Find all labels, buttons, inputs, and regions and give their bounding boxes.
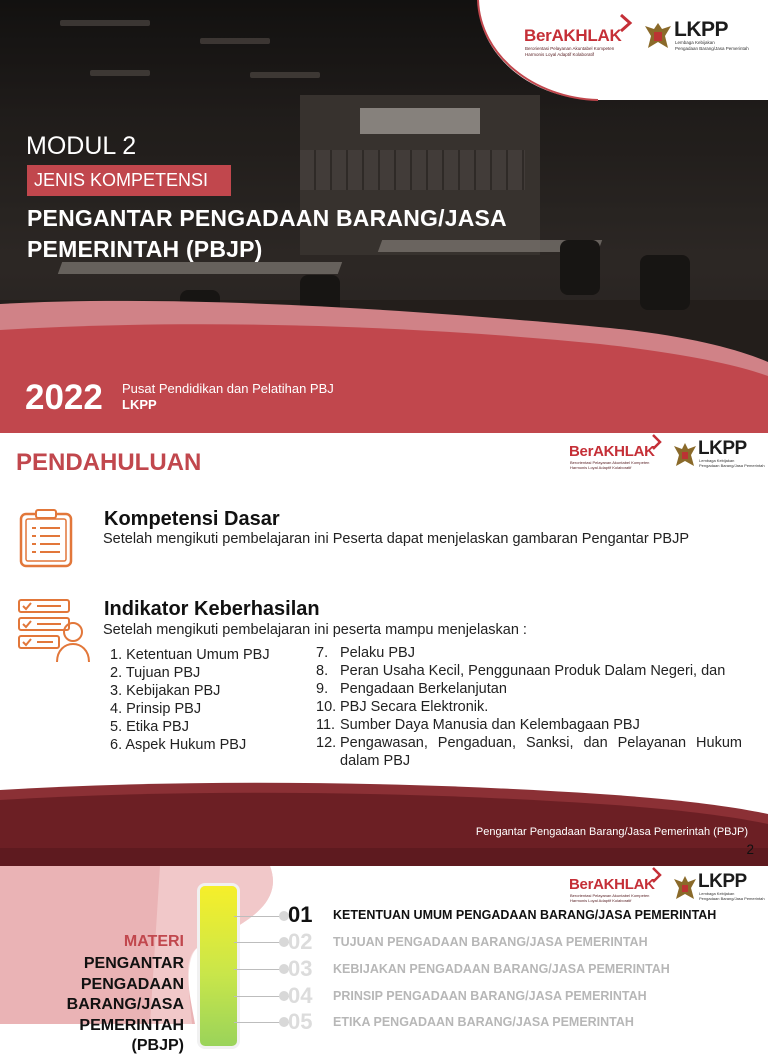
berakhlak-chevron-icon	[650, 433, 664, 451]
organizer-name: Pusat Pendidikan dan Pelatihan PBJ	[122, 381, 334, 396]
red-swoosh-band	[0, 300, 768, 440]
list-item: 6. Aspek Hukum PBJ	[110, 737, 247, 753]
berakhlak-tagline: Berorientasi Pelayanan Akuntabel Kompeten Harmonis Loyal Adaptif Kolaboratif	[570, 893, 650, 903]
cover-slide	[0, 0, 768, 433]
jenis-kompetensi-badge: JENIS KOMPETENSI	[27, 165, 231, 196]
berakhlak-logo: BerAKHLAK	[569, 443, 655, 460]
list-item: 9. Pengadaan Berkelanjutan	[316, 681, 507, 697]
lkpp-tagline: Lembaga Kebijakan Pengadaan Barang/Jasa Pemerintah	[699, 458, 765, 468]
materi-slide	[0, 866, 768, 1054]
list-item: 11. Sumber Daya Manusia dan Kelembagaan PBJ	[316, 717, 640, 733]
lkpp-logo: LKPP	[674, 18, 729, 41]
cover-year: 2022	[25, 378, 103, 417]
berakhlak-tagline: Berorientasi Pelayanan Akuntabel Kompeten Harmonis Loyal Adaptif Kolaboratif	[570, 460, 650, 470]
modul-label: MODUL 2	[26, 132, 137, 160]
berakhlak-chevron-icon	[650, 866, 664, 884]
indikator-text: Setelah mengikuti pembelajaran ini peserta mampu menjelaskan :	[103, 622, 527, 638]
list-item: 1. Ketentuan Umum PBJ	[110, 647, 270, 663]
footer-band	[0, 778, 768, 866]
item-label: TUJUAN PENGADAAN BARANG/JASA PEMERINTAH	[333, 935, 648, 949]
berakhlak-chevron-icon	[618, 13, 634, 33]
item-number: 03	[288, 956, 313, 981]
garuda-emblem-icon	[673, 874, 697, 902]
item-number: 05	[288, 1009, 313, 1034]
item-label: KETENTUAN UMUM PENGADAAN BARANG/JASA PEMERINTAH	[333, 908, 717, 922]
indikator-list-right	[316, 644, 742, 770]
list-item: 10. PBJ Secara Elektronik.	[316, 699, 489, 715]
progress-gradient-bar	[200, 886, 237, 1046]
kompetensi-dasar-heading: Kompetensi Dasar	[104, 508, 280, 530]
clipboard-checklist-icon	[18, 508, 74, 568]
indikator-list-left	[110, 646, 270, 754]
lkpp-tagline: Lembaga Kebijakan Pengadaan Barang/Jasa Pemerintah	[699, 891, 765, 901]
item-label: PRINSIP PENGADAAN BARANG/JASA PEMERINTAH	[333, 989, 647, 1003]
materi-title: PENGANTAR PENGADAAN BARANG/JASA PEMERINTAH (PBJP)	[66, 955, 184, 1054]
berakhlak-logo: BerAKHLAK	[569, 876, 655, 893]
item-number: 04	[288, 983, 313, 1008]
item-number: 02	[288, 929, 313, 954]
cover-title: PENGANTAR PENGADAAN BARANG/JASA PEMERINTAH (PBJP)	[27, 205, 507, 262]
lkpp-tagline: Lembaga Kebijakan Pengadaan Barang/Jasa Pemerintah	[675, 40, 749, 51]
lkpp-logo: LKPP	[698, 438, 747, 459]
list-item: 5. Etika PBJ	[110, 719, 189, 735]
indikator-heading: Indikator Keberhasilan	[104, 598, 320, 620]
person-checklist-icon	[17, 598, 89, 664]
garuda-emblem-icon	[644, 20, 672, 52]
page-title: PENDAHULUAN	[16, 449, 202, 476]
item-label: KEBIJAKAN PENGADAAN BARANG/JASA PEMERINTAH	[333, 962, 670, 976]
page-number: 2	[746, 842, 754, 857]
item-label: ETIKA PENGADAAN BARANG/JASA PEMERINTAH	[333, 1015, 634, 1029]
list-item: 8. Peran Usaha Kecil, Penggunaan Produk Dalam Negeri, dan	[316, 663, 726, 679]
list-item: 4. Prinsip PBJ	[110, 701, 202, 717]
kompetensi-dasar-text: Setelah mengikuti pembelajaran ini Peserta dapat menjelaskan gambaran Pengantar PBJP	[103, 531, 689, 547]
berakhlak-tagline: Berorientasi Pelayanan Akuntabel Kompeten Harmonis Loyal Adaptif Kolaboratif	[525, 46, 615, 57]
list-item: 3. Kebijakan PBJ	[110, 683, 221, 699]
list-item: 12. Pengawasan, Pengaduan, Sanksi, dan Pelayanan Hukum dalam PBJ	[316, 735, 742, 769]
pendahuluan-slide	[0, 433, 768, 866]
footer-caption: Pengantar Pengadaan Barang/Jasa Pemerintah (PBJP)	[475, 826, 748, 838]
lkpp-logo: LKPP	[698, 871, 747, 892]
item-number: 01	[288, 902, 313, 927]
organizer-short: LKPP	[122, 397, 157, 412]
berakhlak-logo: BerAKHLAK	[524, 26, 622, 45]
list-item: 2. Tujuan PBJ	[110, 665, 201, 681]
materi-label: MATERI	[123, 933, 184, 950]
garuda-emblem-icon	[673, 441, 697, 469]
list-item: 7. Pelaku PBJ	[316, 645, 415, 661]
